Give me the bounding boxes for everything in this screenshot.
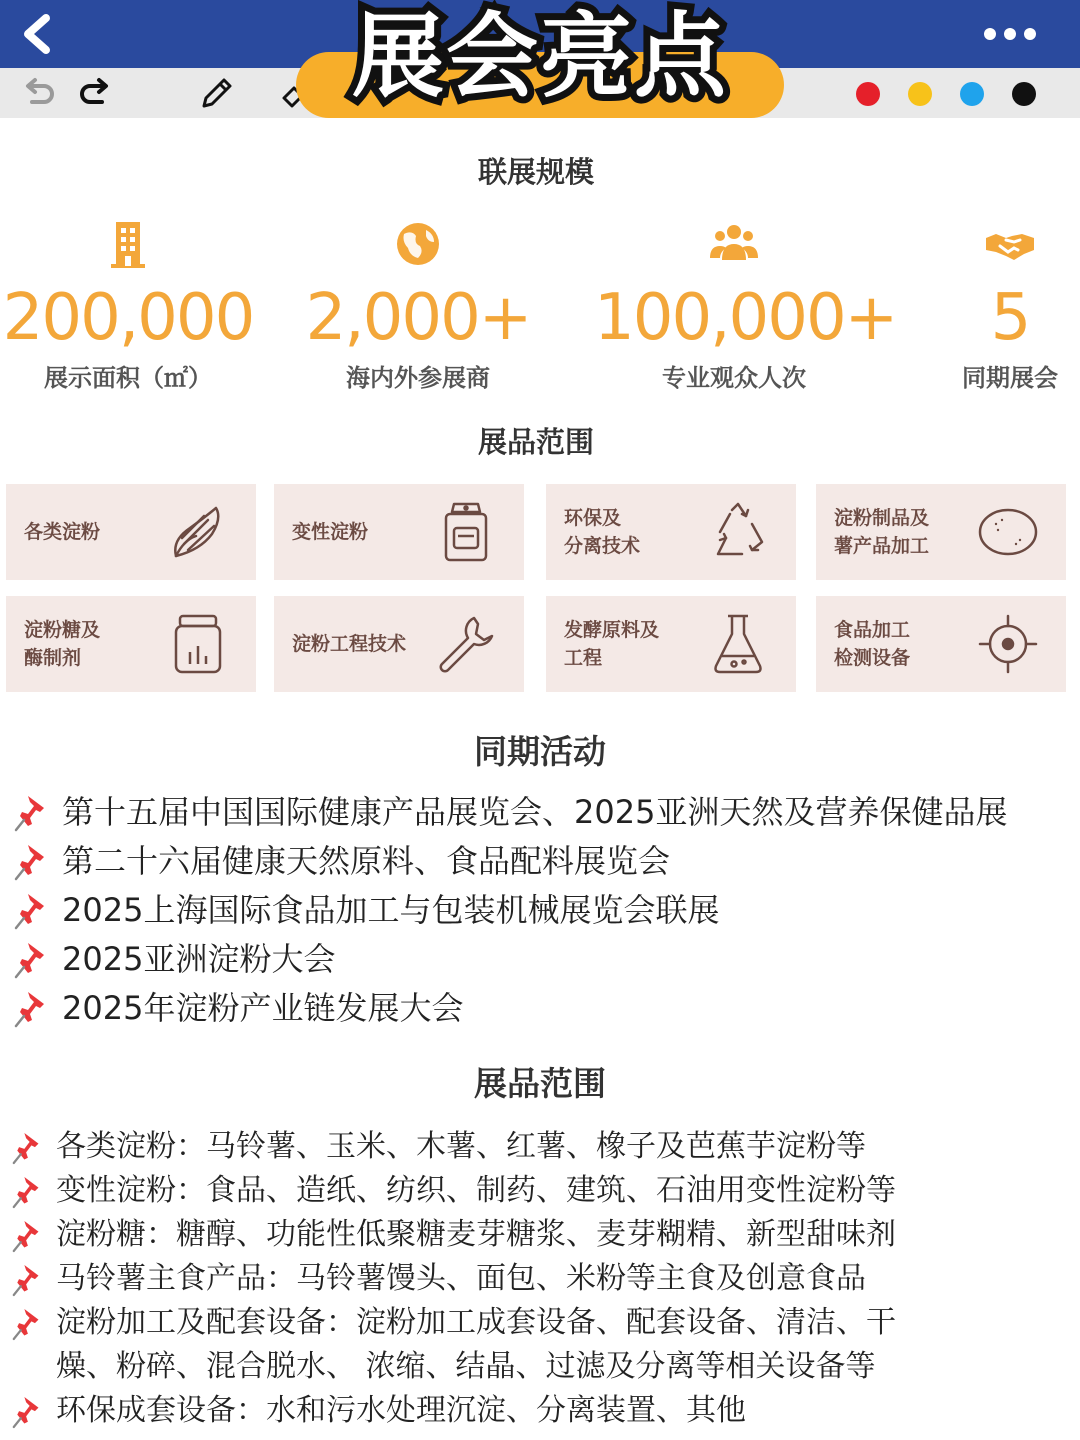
list-item-text: 变性淀粉：食品、造纸、纺织、制药、建筑、石油用变性淀粉等 bbox=[56, 1173, 896, 1208]
people-icon bbox=[706, 218, 762, 274]
globe-icon bbox=[390, 218, 446, 274]
list-item-text: 2025亚洲淀粉大会 bbox=[62, 940, 336, 978]
corn-icon bbox=[166, 500, 230, 564]
pushpin-icon bbox=[14, 941, 48, 979]
category-card[interactable] bbox=[274, 596, 524, 692]
pushpin-icon bbox=[12, 1175, 42, 1209]
category-label: 淀粉工程技术 bbox=[292, 633, 407, 655]
flask-icon bbox=[706, 612, 770, 676]
category-label: 淀粉制品及 薯产品加工 bbox=[834, 507, 930, 557]
list-item bbox=[0, 1301, 1080, 1345]
color-blue-swatch[interactable] bbox=[960, 82, 984, 106]
category-card[interactable] bbox=[274, 484, 524, 580]
category-card[interactable] bbox=[816, 484, 1066, 580]
redo-button[interactable] bbox=[78, 76, 114, 110]
stat-label: 同期展会 bbox=[962, 364, 1058, 392]
color-red-swatch[interactable] bbox=[856, 82, 880, 106]
stat-value: 2,000+ bbox=[305, 281, 531, 355]
list-item bbox=[0, 1125, 1080, 1169]
category-card[interactable] bbox=[6, 596, 256, 692]
pushpin-icon bbox=[12, 1263, 42, 1297]
more-dot-icon bbox=[984, 28, 996, 40]
pushpin-icon bbox=[12, 1219, 42, 1253]
pushpin-icon bbox=[14, 990, 48, 1028]
stat-label: 展示面积（㎡） bbox=[44, 364, 212, 392]
events-section-title: 同期活动 bbox=[474, 732, 606, 771]
stat-value: 100,000+ bbox=[594, 281, 897, 355]
scope-section-title: 展品范围 bbox=[474, 1064, 606, 1103]
color-black-swatch[interactable] bbox=[1012, 82, 1036, 106]
categories-section-title: 展品范围 bbox=[477, 425, 594, 459]
list-item bbox=[0, 1257, 1080, 1301]
stat-value: 5 bbox=[990, 281, 1030, 355]
list-item bbox=[0, 1213, 1080, 1257]
category-label: 环保及 分离技术 bbox=[564, 507, 641, 557]
list-item-text: 淀粉糖：糖醇、功能性低聚糖麦芽糖浆、麦芽糊精、新型甜味剂 bbox=[56, 1217, 896, 1252]
color-yellow-swatch[interactable] bbox=[908, 82, 932, 106]
pushpin-icon bbox=[12, 1131, 42, 1165]
stat-concurrent-shows bbox=[940, 218, 1080, 392]
stat-exhibitors bbox=[290, 218, 546, 392]
list-item-text: 各类淀粉：马铃薯、玉米、木薯、红薯、橡子及芭蕉芋淀粉等 bbox=[56, 1129, 866, 1164]
list-item bbox=[0, 1169, 1080, 1213]
list-item bbox=[0, 937, 1080, 981]
pushpin-icon bbox=[14, 892, 48, 930]
list-item-text: 马铃薯主食产品：马铃薯馒头、面包、米粉等主食及创意食品 bbox=[56, 1261, 866, 1296]
pushpin-icon bbox=[14, 794, 48, 832]
list-item-text: 第二十六届健康天然原料、食品配料展览会 bbox=[62, 842, 671, 880]
stat-exhibition-area bbox=[0, 218, 256, 392]
more-dot-icon bbox=[1024, 28, 1036, 40]
handshake-icon bbox=[982, 218, 1038, 274]
scale-section-title: 联展规模 bbox=[477, 155, 594, 189]
undo-button[interactable] bbox=[20, 76, 56, 110]
redo-icon bbox=[78, 76, 114, 110]
back-button[interactable] bbox=[14, 10, 62, 58]
category-label: 发酵原料及 工程 bbox=[564, 619, 660, 669]
banner-title: 展会亮点 bbox=[351, 3, 728, 110]
container-chart-icon bbox=[166, 612, 230, 676]
list-item-text: 2025年淀粉产业链发展大会 bbox=[62, 989, 464, 1027]
list-item bbox=[0, 1345, 1080, 1389]
target-icon bbox=[976, 612, 1040, 676]
more-dot-icon bbox=[1004, 28, 1016, 40]
stat-label: 海内外参展商 bbox=[346, 364, 490, 392]
category-card[interactable] bbox=[6, 484, 256, 580]
stat-visitors bbox=[594, 218, 897, 392]
list-item bbox=[0, 986, 1080, 1030]
potato-icon bbox=[976, 500, 1040, 564]
list-item bbox=[0, 790, 1080, 834]
list-item bbox=[0, 1389, 1080, 1433]
category-card[interactable] bbox=[546, 596, 796, 692]
wrench-icon bbox=[434, 612, 498, 676]
chevron-left-icon bbox=[14, 10, 62, 58]
category-card[interactable] bbox=[546, 484, 796, 580]
undo-icon bbox=[20, 76, 56, 110]
category-label: 各类淀粉 bbox=[24, 521, 101, 543]
stat-label: 专业观众人次 bbox=[662, 364, 806, 392]
jar-icon bbox=[434, 500, 498, 564]
category-label: 食品加工 检测设备 bbox=[834, 619, 911, 669]
list-item-text: 环保成套设备：水和污水处理沉淀、分离装置、其他 bbox=[56, 1393, 746, 1428]
building-icon bbox=[100, 218, 156, 274]
list-item bbox=[0, 888, 1080, 932]
pushpin-icon bbox=[12, 1395, 42, 1429]
category-label: 变性淀粉 bbox=[292, 521, 369, 543]
list-item-text: 燥、粉碎、混合脱水、 浓缩、结晶、过滤及分离等相关设备等 bbox=[56, 1349, 876, 1384]
category-card[interactable] bbox=[816, 596, 1066, 692]
recycle-icon bbox=[706, 500, 770, 564]
pencil-icon bbox=[198, 76, 234, 110]
list-item-text: 2025上海国际食品加工与包装机械展览会联展 bbox=[62, 891, 720, 929]
list-item bbox=[0, 839, 1080, 883]
list-item-text: 淀粉加工及配套设备：淀粉加工成套设备、配套设备、清洁、干 bbox=[56, 1305, 896, 1340]
more-options-button[interactable] bbox=[980, 20, 1044, 48]
pen-tool-button[interactable] bbox=[198, 76, 234, 110]
list-item-text: 第十五届中国国际健康产品展览会、2025亚洲天然及营养保健品展 bbox=[62, 793, 1008, 831]
pushpin-icon bbox=[14, 843, 48, 881]
pushpin-icon bbox=[12, 1307, 42, 1341]
category-label: 淀粉糖及 酶制剂 bbox=[24, 619, 101, 669]
stat-value: 200,000 bbox=[2, 281, 254, 355]
